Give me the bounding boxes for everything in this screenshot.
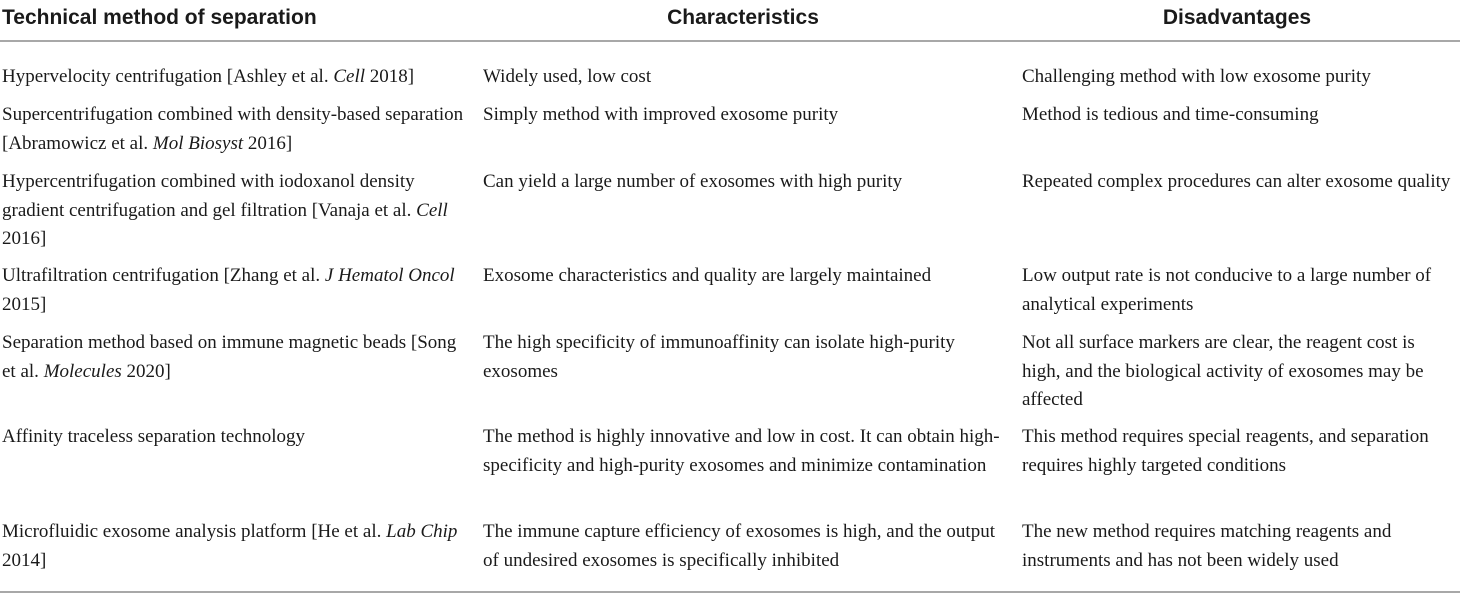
disadvantages-cell: This method requires special reagents, and separation requires highly targeted conditions	[1022, 426, 1429, 476]
disadvantages-cell: Method is tedious and time-consuming	[1022, 104, 1319, 125]
method-cell: Hypercentrifugation combined with iodoxanol density gradient centrifugation and gel filtration [Vanaja et al. Cell 2016]	[2, 171, 448, 249]
method-cell: Hypervelocity centrifugation [Ashley et al. Cell 2018]	[2, 66, 415, 87]
disadvantages-cell: Not all surface markers are clear, the reagent cost is high, and the biological activity of exosomes may be affected	[1022, 332, 1424, 410]
header-rule	[0, 40, 1460, 42]
journal-name: Mol Biosyst	[152, 132, 244, 154]
journal-name: Lab Chip	[386, 521, 458, 542]
characteristics-cell: Simply method with improved exosome purity	[483, 104, 839, 125]
header-method: Technical method of separation	[2, 6, 317, 29]
characteristics-cell: The high specificity of immunoaffinity can isolate high-purity exosomes	[483, 332, 955, 382]
journal-name: Cell	[416, 199, 448, 221]
disadvantages-cell: The new method requires matching reagents and instruments and has not been widely used	[1022, 521, 1392, 571]
bottom-rule	[0, 591, 1460, 593]
characteristics-cell: The method is highly innovative and low in cost. It can obtain high-specificity and high-purity exosomes and minimize contamination	[483, 426, 1000, 476]
journal-name: J Hematol Oncol	[324, 265, 455, 286]
method-cell: Separation method based on immune magnetic beads [Song et al. Molecules 2020]	[2, 332, 457, 382]
characteristics-cell: Can yield a large number of exosomes with high purity	[483, 171, 903, 192]
journal-name: Molecules	[43, 360, 122, 382]
method-cell: Microfluidic exosome analysis platform [He et al. Lab Chip 2014]	[2, 521, 458, 571]
method-cell: Ultrafiltration centrifugation [Zhang et al. J Hematol Oncol 2015]	[2, 265, 455, 315]
header-characteristics: Characteristics	[667, 6, 819, 29]
disadvantages-cell: Challenging method with low exosome purity	[1022, 66, 1371, 87]
characteristics-cell: Exosome characteristics and quality are largely maintained	[483, 265, 932, 286]
method-cell: Affinity traceless separation technology	[2, 426, 306, 447]
disadvantages-cell: Low output rate is not conducive to a large number of analytical experiments	[1022, 265, 1432, 315]
disadvantages-cell: Repeated complex procedures can alter exosome quality	[1022, 171, 1451, 192]
characteristics-cell: The immune capture efficiency of exosomes is high, and the output of undesired exosomes is specifically inhibited	[483, 521, 995, 571]
journal-name: Cell	[333, 66, 366, 87]
header-disadvantages: Disadvantages	[1162, 6, 1312, 29]
method-cell: Supercentrifugation combined with density-based separation [Abramowicz et al. Mol Biosyst 2016]	[2, 104, 464, 154]
characteristics-cell: Widely used, low cost	[483, 66, 652, 87]
